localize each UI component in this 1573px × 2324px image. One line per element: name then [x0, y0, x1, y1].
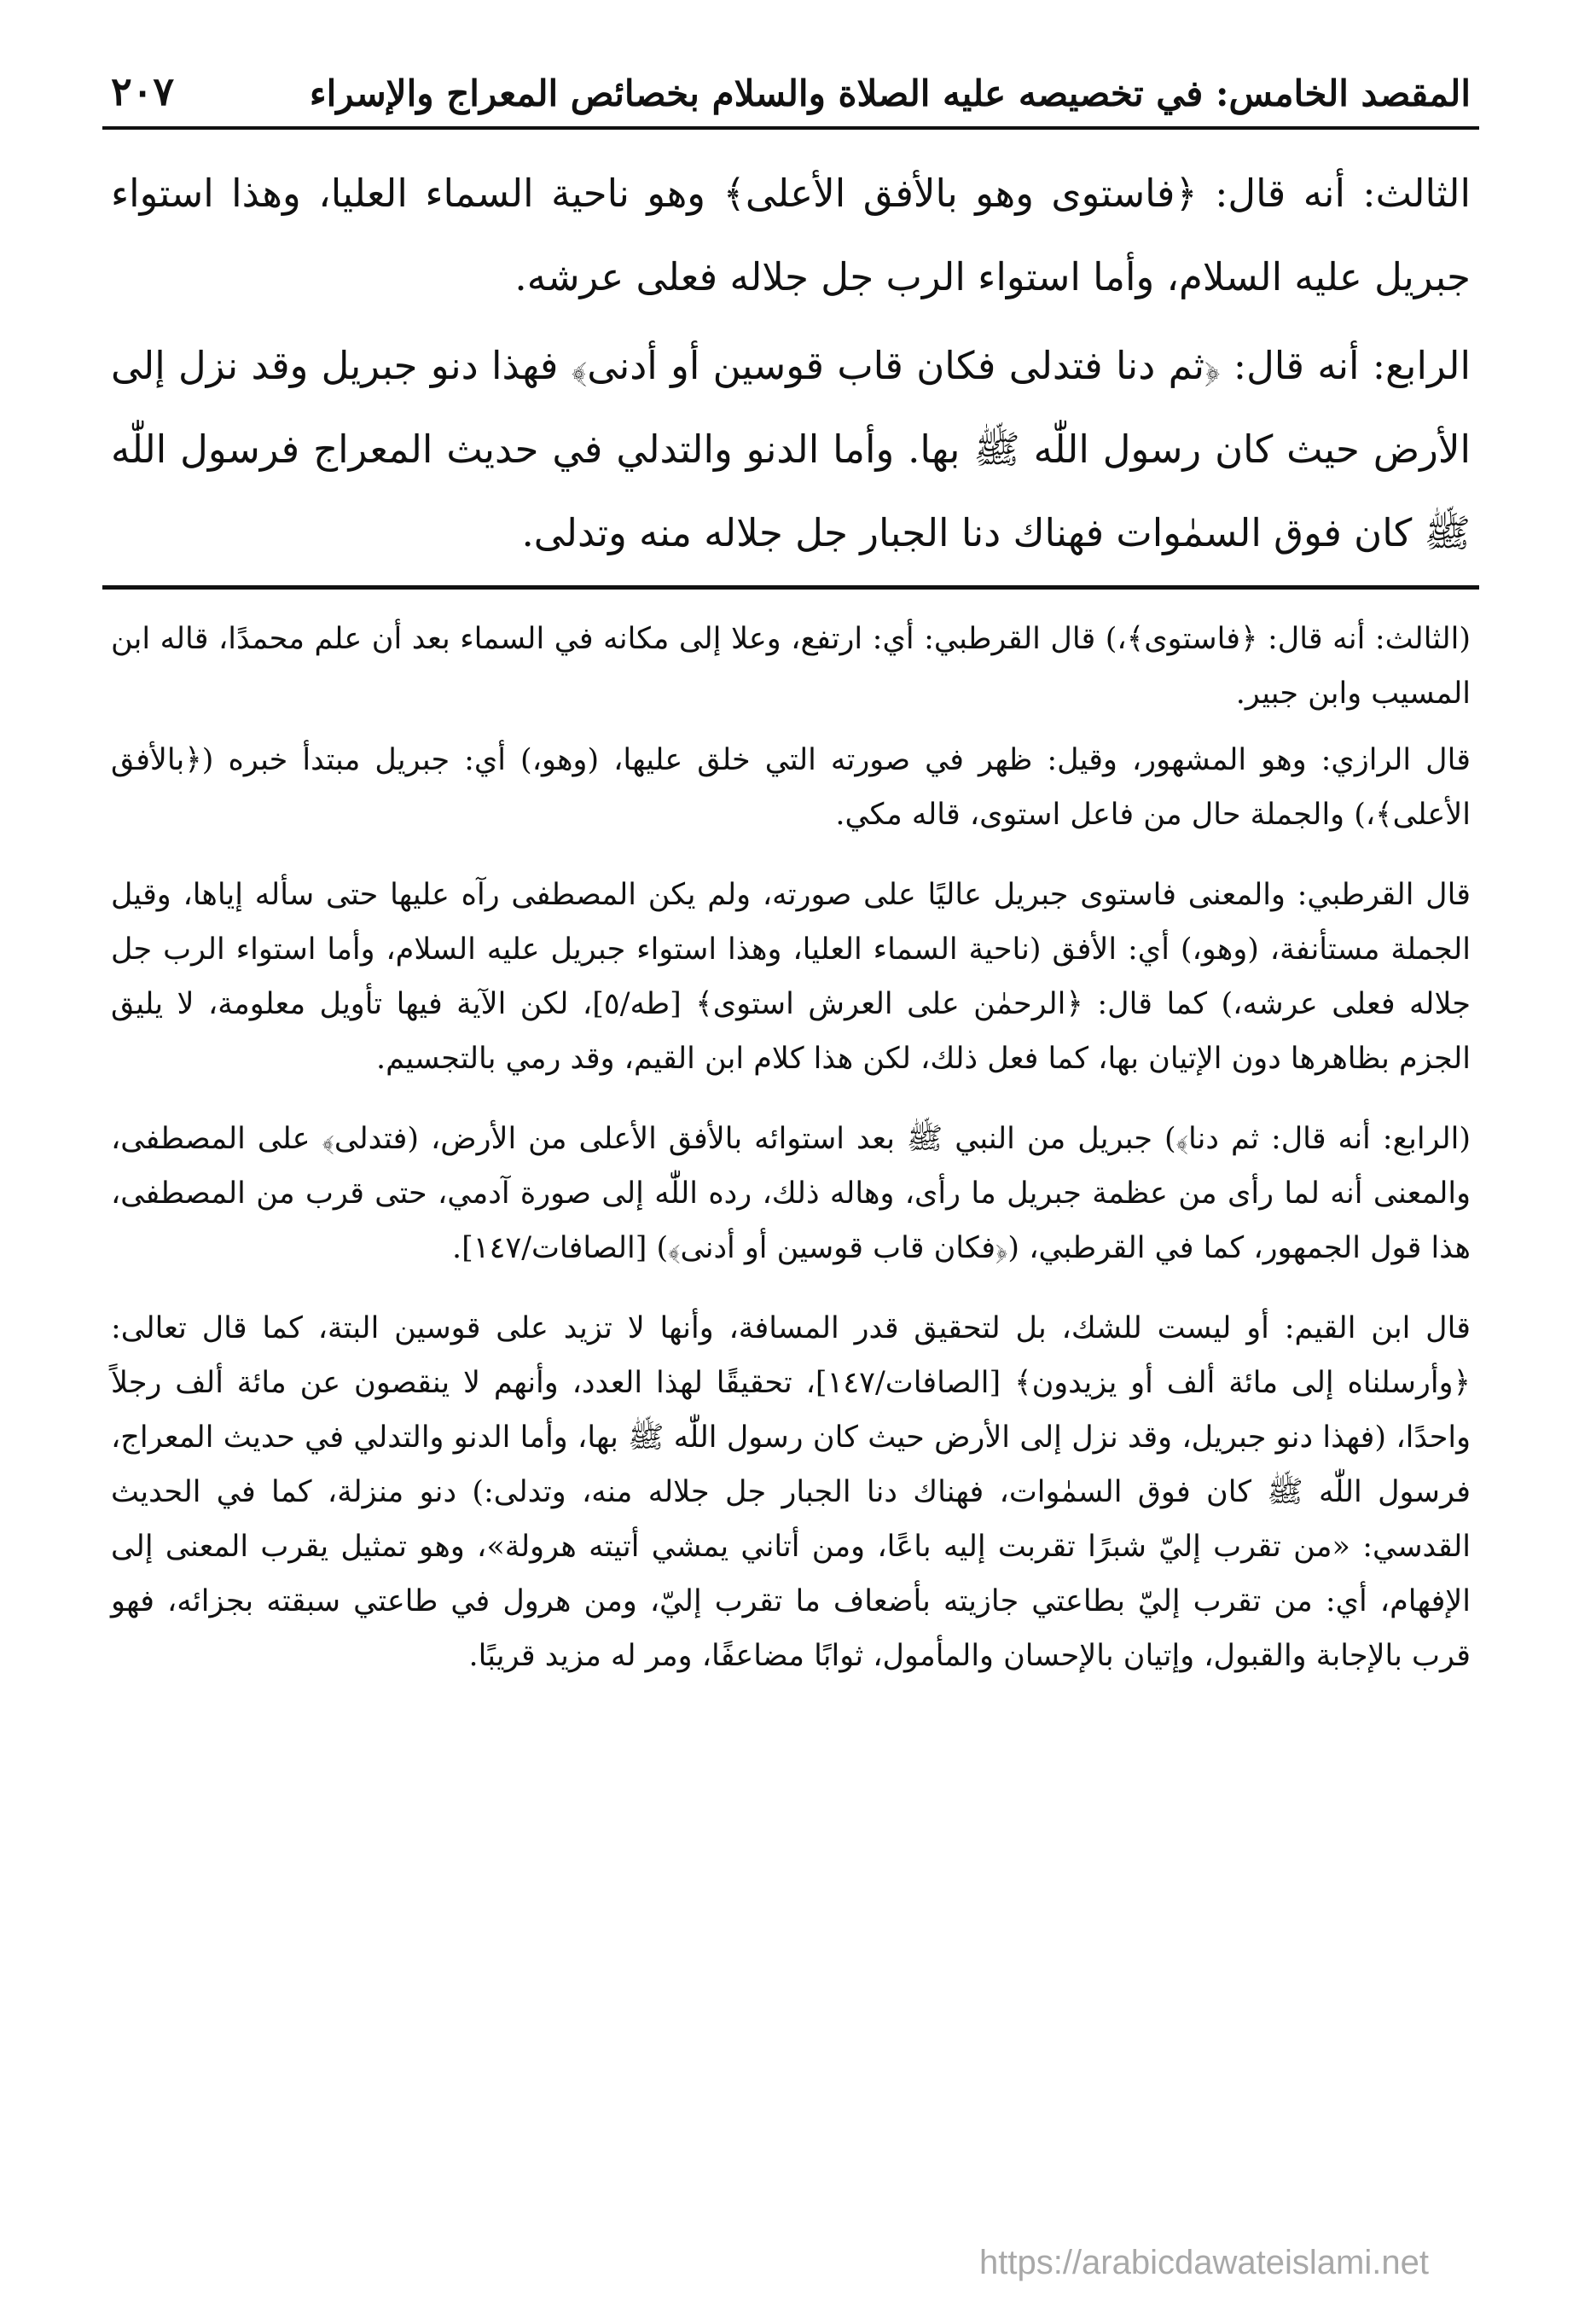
main-paragraph-fourth: الرابع: أنه قال: ﴿ثم دنا فتدلى فكان قاب قوسين أو أدنى﴾ فهذا دنو جبريل وقد نزل إلى الأرض حيث كان رسول اللّٰه ﷺ بها. وأما الدنو والتدلي في حديث المعراج فرسول اللّٰه ﷺ كان فوق السمٰوات فهناك دنا الجبار جل جلاله منه وتدلى. — [111, 343, 1471, 555]
commentary — [102, 612, 1479, 1683]
main-text — [102, 152, 1479, 575]
commentary-paragraph: قال القرطبي: والمعنى فاستوى جبريل عاليًا على صورته، ولم يكن المصطفى رآه عليها حتى سأله إياها، وقيل الجملة مستأنفة، (وهو،) أي: الأفق (ناحية السماء العليا، وهذا استواء جبريل عليه السلام، وأما استواء الرب جل جلاله فعلى عرشه،) كما قال: ﴿الرحمٰن على العرش استوى﴾ [طه/٥]، لكن الآية فيها تأويل معلومة، لا يليق الجزم بظاهرها دون الإتيان بها، كما فعل ذلك، لكن هذا كلام ابن القيم، وقد رمي بالتجسيم. — [111, 878, 1471, 1076]
section-separator — [102, 585, 1479, 590]
header-title: المقصد الخامس: في تخصيصه عليه الصلاة والسلام بخصائص المعراج والإسراء — [309, 73, 1471, 114]
commentary-paragraph: (الرابع: أنه قال: ثم دنا﴾) جبريل من النبي ﷺ بعد استوائه بالأفق الأعلى من الأرض، (فتدلى﴾ على المصطفى، والمعنى أنه لما رأى من عظمة جبريل ما رأى، وهاله ذلك، رده اللّٰه إلى صورة آدمي، حتى قرب من المصطفى، هذا قول الجمهور، كما في القرطبي، (﴿فكان قاب قوسين أو أدنى﴾) [الصافات/١٤٧]. — [111, 1122, 1471, 1265]
main-paragraph-third: الثالث: أنه قال: ﴿فاستوى وهو بالأفق الأعلى﴾ وهو ناحية السماء العليا، وهذا استواء جبريل عليه السلام، وأما استواء الرب جل جلاله فعلى عرشه. — [111, 171, 1471, 299]
website-watermark: https://arabicdawateislami.net — [979, 2244, 1429, 2281]
commentary-paragraph: (الثالث: أنه قال: ﴿فاستوى﴾،) قال القرطبي: أي: ارتفع، وعلا إلى مكانه في السماء بعد أن علم محمدًا، قاله ابن المسيب وابن جبير. — [111, 622, 1471, 711]
commentary-paragraph: قال ابن القيم: أو ليست للشك، بل لتحقيق قدر المسافة، وأنها لا تزيد على قوسين البتة، كما قال تعالى: ﴿وأرسلناه إلى مائة ألف أو يزيدون﴾ [الصافات/١٤٧]، تحقيقًا لهذا العدد، وأنهم لا ينقصون عن مائة ألف رجلاً واحدًا، (فهذا دنو جبريل، وقد نزل إلى الأرض حيث كان رسول اللّٰه ﷺ بها، وأما الدنو والتدلي في حديث المعراج، فرسول اللّٰه ﷺ كان فوق السمٰوات، فهناك دنا الجبار جل جلاله منه، وتدلى:) دنو منزلة، كما في الحديث القدسي: «من تقرب إليّ شبرًا تقربت إليه باعًا، ومن أتاني يمشي أتيته هرولة»، وهو تمثيل يقرب المعنى إلى الإفهام، أي: من تقرب إليّ بطاعتي جازيته بأضعاف ما تقرب إليّ، ومن هرول في طاعتي سبقته بجزائه، فهو قرب بالإجابة والقبول، وإتيان بالإحسان والمأمول، ثوابًا مضاعفًا، ومر له مزيد قريبًا. — [111, 1311, 1471, 1673]
page-number: ٢٠٧ — [111, 68, 175, 114]
running-header — [102, 68, 1479, 130]
commentary-paragraph: قال الرازي: وهو المشهور، وقيل: ظهر في صورته التي خلق عليها، (وهو،) أي: جبريل مبتدأ خبره (﴿بالأفق الأعلى﴾،) والجملة حال من فاعل استوى، قاله مكي. — [111, 743, 1471, 832]
